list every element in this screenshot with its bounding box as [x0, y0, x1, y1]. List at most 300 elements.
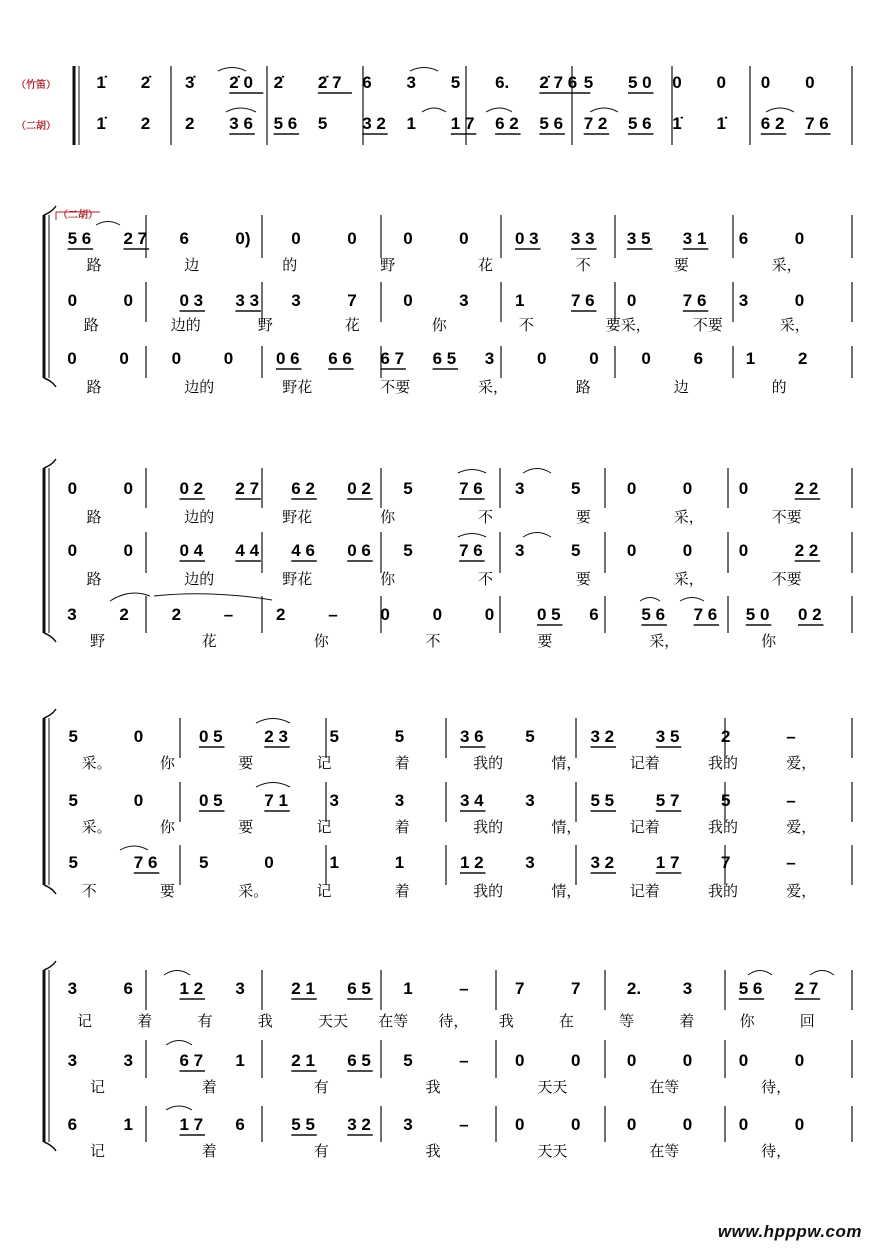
note-s3-v2-1: 0 [67, 541, 78, 560]
note-s1-v2-13: 5 6 [628, 114, 652, 133]
lyric-s5-v3-2: 着 [201, 1142, 217, 1160]
note-s4-v3-2: 7 6 [133, 853, 158, 872]
lyric-s5-v2-4: 我 [425, 1078, 441, 1096]
lyric-s3-v2-4: 你 [380, 570, 396, 588]
note-s5-v2-3: 6 7 [179, 1051, 204, 1070]
note-s4-v3-3: 5 [199, 853, 209, 872]
note-s5-v3-14: 0 [794, 1115, 805, 1134]
lyric-s5-v3-5: 天天 [537, 1142, 568, 1160]
lyric-s5-v2-7: 待， [761, 1078, 792, 1096]
lyric-s3-v1-5: 不 [478, 508, 494, 526]
lyric-s3-v2-1: 路 [86, 570, 102, 588]
lyric-s2-v2-6: 不 [518, 316, 534, 334]
note-s1-v2-8: 1 [406, 114, 416, 133]
note-s3-v3-4: – [223, 605, 234, 624]
lyric-s3-v2-6: 要 [575, 570, 591, 588]
note-s5-v3-11: 0 [626, 1115, 637, 1134]
notes-layer [67, 73, 830, 1160]
lyric-s2-v2-4: 花 [344, 316, 360, 334]
note-s1-v2-15: 1̇ [716, 114, 726, 133]
lyric-s3-v3-2: 花 [201, 632, 217, 650]
lyric-s4-v2-1: 采。 [81, 818, 112, 836]
note-s2-v2-9: 1 [515, 291, 525, 310]
note-s1-v1-15: 0 [716, 73, 726, 92]
note-s2-v2-5: 3 [291, 291, 301, 310]
lyric-s4-v2-6: 我的 [473, 818, 504, 836]
note-s1-v2-5: 5 6 [273, 114, 298, 133]
note-s3-v3-11: 6 [589, 605, 599, 624]
note-s5-v2-4: 1 [235, 1051, 245, 1070]
lyric-s2-v3-2: 边的 [184, 378, 215, 396]
note-s2-v3-9: 3 [484, 349, 495, 368]
lyric-s4-v2-9: 我的 [708, 818, 739, 836]
lyric-s4-v1-10: 爱， [786, 754, 817, 772]
note-s2-v2-1: 0 [67, 291, 78, 310]
lyric-s4-v1-4: 记 [316, 754, 332, 772]
note-s5-v3-8: – [459, 1115, 469, 1134]
lyric-s2-v3-3: 野花 [282, 378, 313, 396]
lyric-s4-v1-6: 我的 [473, 754, 504, 772]
note-s4-v3-12: – [786, 853, 796, 872]
note-s1-v2-4: 3 6 [229, 114, 253, 133]
note-s1-v2-6: 5 [317, 114, 328, 133]
lyric-s4-v3-8: 记着 [629, 882, 660, 900]
lyric-s2-v2-9: 采， [779, 316, 810, 334]
note-s2-v1-11: 3 5 [626, 229, 651, 248]
note-s1-v1-12: 5 [583, 73, 594, 92]
note-s4-v1-2: 0 [133, 727, 144, 746]
lyric-s2-v2-8: 不要 [692, 316, 723, 334]
lyric-s5-v1-7: 待， [438, 1012, 469, 1030]
note-s5-v1-2: 6 [123, 979, 133, 998]
lyric-s5-v1-5: 天天 [318, 1012, 349, 1030]
note-s2-v2-4: 3 3 [235, 291, 260, 310]
note-s4-v2-8: 3 [525, 791, 535, 810]
note-s4-v1-8: 5 [525, 727, 535, 746]
note-s4-v2-4: 7 1 [264, 791, 288, 810]
note-s2-v3-7: 6 7 [380, 349, 405, 368]
lyric-s4-v3-1: 不 [81, 882, 97, 900]
lyric-s5-v1-11: 着 [679, 1012, 695, 1030]
note-s3-v2-11: 0 [626, 541, 637, 560]
lyric-s5-v1-13: 回 [799, 1012, 815, 1030]
lyric-s3-v3-6: 采， [649, 632, 680, 650]
lyric-s5-v2-3: 有 [313, 1078, 329, 1096]
lyric-s4-v3-7: 情， [551, 882, 582, 900]
note-s2-v3-2: 0 [119, 349, 129, 368]
note-s3-v1-1: 0 [67, 479, 78, 498]
note-s5-v3-12: 0 [682, 1115, 693, 1134]
lyric-s2-v1-7: 要 [673, 256, 689, 274]
note-s2-v3-15: 2 [798, 349, 808, 368]
note-s5-v3-10: 0 [571, 1115, 581, 1134]
note-s2-v2-14: 0 [794, 291, 805, 310]
note-s4-v1-12: – [786, 727, 796, 746]
lyric-s3-v3-1: 野 [90, 632, 106, 650]
note-s1-v1-8: 3 [406, 73, 416, 92]
lyric-s4-v3-5: 着 [394, 882, 410, 900]
note-s4-v3-8: 3 [525, 853, 535, 872]
note-s3-v1-8: 7 6 [459, 479, 483, 498]
note-s3-v3-7: 0 [380, 605, 390, 624]
note-s4-v3-1: 5 [68, 853, 78, 872]
note-s2-v3-1: 0 [67, 349, 77, 368]
note-s5-v2-5: 2 1 [291, 1051, 315, 1070]
note-s3-v3-3: 2 [171, 605, 182, 624]
lyric-s4-v3-3: 采。 [238, 882, 269, 900]
note-s3-v1-9: 3 [515, 479, 525, 498]
part-label-dizi: （竹笛） [16, 80, 56, 91]
note-s5-v3-3: 1 7 [179, 1115, 204, 1134]
lyric-s3-v3-3: 你 [313, 632, 329, 650]
note-s2-v3-12: 0 [641, 349, 651, 368]
note-s3-v1-11: 0 [626, 479, 637, 498]
note-s1-v1-6: 2̇ 7 [317, 73, 342, 92]
lyric-s2-v3-6: 路 [575, 378, 591, 396]
note-s3-v1-6: 0 2 [347, 479, 371, 498]
lyric-s2-v2-5: 你 [431, 316, 447, 334]
lyric-s2-v2-3: 野 [257, 316, 273, 334]
note-s4-v2-12: – [786, 791, 796, 810]
lyric-s3-v1-3: 野花 [282, 508, 313, 526]
note-s4-v1-4: 2 3 [264, 727, 288, 746]
note-s5-v2-13: 0 [738, 1051, 749, 1070]
lyric-s2-v1-8: 采， [771, 256, 802, 274]
note-s2-v2-7: 0 [403, 291, 413, 310]
lyric-s5-v2-5: 天天 [537, 1078, 568, 1096]
note-s3-v1-5: 6 2 [291, 479, 315, 498]
note-s5-v1-6: 6 5 [347, 979, 371, 998]
note-s4-v1-9: 3 2 [590, 727, 615, 746]
note-s1-v1-17: 0 [805, 73, 815, 92]
lyric-s3-v2-7: 采， [673, 570, 704, 588]
lyric-s4-v1-9: 我的 [708, 754, 739, 772]
lyric-s4-v2-7: 情， [551, 818, 582, 836]
note-s3-v2-12: 0 [682, 541, 693, 560]
lyric-s4-v1-2: 你 [159, 754, 175, 772]
note-s4-v1-11: 2 [721, 727, 731, 746]
note-s2-v3-3: 0 [171, 349, 182, 368]
lyric-s2-v1-3: 的 [282, 256, 298, 274]
note-s3-v2-3: 0 4 [179, 541, 204, 560]
note-s1-v1-13: 5 0 [628, 73, 652, 92]
note-s5-v2-14: 0 [794, 1051, 805, 1070]
lyric-s5-v3-7: 待， [761, 1142, 792, 1160]
note-s1-v1-7: 6 [362, 73, 372, 92]
note-s5-v1-11: 2. [626, 979, 642, 998]
note-s3-v2-2: 0 [123, 541, 133, 560]
lyric-s3-v2-5: 不 [478, 570, 494, 588]
note-s1-v2-10: 6 2 [495, 114, 519, 133]
lyric-s5-v1-4: 我 [257, 1012, 273, 1030]
note-s2-v2-11: 0 [626, 291, 637, 310]
lyric-s3-v2-8: 不要 [771, 570, 802, 588]
note-s1-v2-9: 1 7 [450, 114, 475, 133]
note-s1-v2-17: 7 6 [805, 114, 829, 133]
note-s4-v3-4: 0 [264, 853, 274, 872]
lyric-s4-v2-5: 着 [394, 818, 410, 836]
note-s3-v3-12: 5 6 [641, 605, 666, 624]
lyric-s4-v3-10: 爱， [786, 882, 817, 900]
note-s4-v2-10: 5 7 [655, 791, 680, 810]
note-s5-v3-13: 0 [738, 1115, 749, 1134]
note-s4-v1-6: 5 [394, 727, 405, 746]
note-s3-v2-14: 2 2 [794, 541, 819, 560]
lyric-s3-v1-6: 要 [575, 508, 591, 526]
note-s3-v1-7: 5 [403, 479, 413, 498]
note-s1-v2-16: 6 2 [760, 114, 785, 133]
lyric-s2-v1-4: 野 [380, 256, 396, 274]
note-s3-v1-12: 0 [682, 479, 693, 498]
lyric-s4-v1-5: 着 [394, 754, 410, 772]
note-s4-v2-3: 0 5 [199, 791, 223, 810]
note-s4-v1-10: 3 5 [655, 727, 680, 746]
note-s4-v2-7: 3 4 [460, 791, 484, 810]
note-s4-v3-10: 1 7 [655, 853, 680, 872]
note-s1-v2-14: 1̇ [672, 114, 682, 133]
lyric-s2-v3-7: 边 [673, 378, 689, 396]
note-s4-v2-2: 0 [133, 791, 144, 810]
lyric-s5-v1-3: 有 [197, 1012, 213, 1030]
lyric-s2-v2-1: 路 [83, 316, 99, 334]
note-s2-v1-7: 0 [403, 229, 413, 248]
note-s2-v2-12: 7 6 [682, 291, 707, 310]
note-s2-v2-13: 3 [738, 291, 749, 310]
note-s4-v2-5: 3 [329, 791, 339, 810]
note-s5-v1-12: 3 [682, 979, 693, 998]
note-s1-v1-10: 6. [495, 73, 510, 92]
note-s4-v1-5: 5 [329, 727, 339, 746]
note-s2-v3-4: 0 [223, 349, 234, 368]
note-s5-v1-8: – [459, 979, 469, 998]
note-s5-v2-7: 5 [403, 1051, 413, 1070]
lyric-s2-v1-5: 花 [478, 256, 494, 274]
lyric-s3-v3-4: 不 [425, 632, 441, 650]
note-s2-v1-9: 0 3 [515, 229, 539, 248]
lyric-s2-v3-1: 路 [86, 378, 102, 396]
note-s2-v1-5: 0 [291, 229, 301, 248]
note-s1-v2-7: 3 2 [362, 114, 386, 133]
lyric-s5-v3-1: 记 [90, 1142, 106, 1160]
lyric-s4-v2-4: 记 [316, 818, 332, 836]
lyric-s5-v2-1: 记 [90, 1078, 106, 1096]
note-s5-v1-13: 5 6 [738, 979, 763, 998]
note-s5-v2-12: 0 [682, 1051, 693, 1070]
lyric-s3-v1-8: 不要 [771, 508, 802, 526]
note-s4-v3-9: 3 2 [590, 853, 615, 872]
lyric-s3-v1-1: 路 [86, 508, 102, 526]
note-s2-v3-6: 6 6 [328, 349, 352, 368]
lyric-s4-v3-9: 我的 [708, 882, 739, 900]
note-s3-v3-10: 0 5 [537, 605, 561, 624]
lyric-s3-v1-4: 你 [380, 508, 396, 526]
lyric-s2-v1-2: 边 [184, 256, 200, 274]
lyric-s5-v2-6: 在等 [649, 1078, 680, 1096]
lyric-s4-v1-1: 采。 [81, 754, 112, 772]
lyric-s3-v3-7: 你 [761, 632, 777, 650]
note-s5-v2-8: – [459, 1051, 469, 1070]
note-s5-v1-3: 1 2 [179, 979, 204, 998]
note-s5-v2-9: 0 [515, 1051, 525, 1070]
lyric-s2-v3-5: 采， [478, 378, 509, 396]
note-s3-v1-13: 0 [738, 479, 749, 498]
note-s2-v3-11: 0 [589, 349, 599, 368]
note-s5-v2-10: 0 [571, 1051, 581, 1070]
lyric-s5-v1-6: 在等 [378, 1012, 409, 1030]
lyric-s4-v1-7: 情， [551, 754, 582, 772]
note-s4-v2-9: 5 5 [590, 791, 615, 810]
note-s2-v1-3: 6 [179, 229, 189, 248]
note-s3-v2-4: 4 4 [235, 541, 260, 560]
note-s5-v2-6: 6 5 [347, 1051, 371, 1070]
note-s3-v3-15: 0 2 [798, 605, 822, 624]
lyric-s5-v2-2: 着 [201, 1078, 217, 1096]
lyric-s3-v1-7: 采， [673, 508, 704, 526]
note-s5-v2-1: 3 [67, 1051, 78, 1070]
note-s4-v2-11: 5 [721, 791, 731, 810]
lyric-s4-v1-8: 记着 [629, 754, 660, 772]
note-s2-v1-4: 0) [235, 229, 251, 248]
note-s3-v2-9: 3 [515, 541, 525, 560]
note-s3-v2-13: 0 [738, 541, 749, 560]
note-s4-v3-11: 7 [721, 853, 731, 872]
note-s3-v2-8: 7 6 [459, 541, 483, 560]
lyric-s5-v1-1: 记 [77, 1012, 93, 1030]
lyric-s5-v3-4: 我 [425, 1142, 441, 1160]
lyric-s5-v1-8: 我 [498, 1012, 514, 1030]
lyric-s5-v3-3: 有 [313, 1142, 329, 1160]
lyric-s3-v3-5: 要 [537, 632, 553, 650]
lyric-s4-v2-2: 你 [159, 818, 175, 836]
note-s2-v2-2: 0 [123, 291, 133, 310]
note-s3-v2-10: 5 [571, 541, 581, 560]
note-s1-v1-5: 2̇ [273, 73, 284, 92]
note-s5-v1-5: 2 1 [291, 979, 315, 998]
note-s2-v1-2: 2 7 [123, 229, 148, 248]
note-s1-v1-2: 2̇ [140, 73, 151, 92]
note-s2-v2-6: 7 [347, 291, 357, 310]
lyric-s2-v2-2: 边的 [170, 316, 201, 334]
note-s3-v2-6: 0 6 [347, 541, 371, 560]
note-s4-v3-5: 1 [329, 853, 339, 872]
note-s5-v3-2: 1 [123, 1115, 133, 1134]
lyric-s2-v2-7: 要采， [605, 316, 651, 334]
note-s5-v3-7: 3 [403, 1115, 413, 1134]
note-s3-v3-1: 3 [67, 605, 77, 624]
note-s5-v1-1: 3 [67, 979, 78, 998]
note-s2-v1-6: 0 [347, 229, 357, 248]
note-s1-v2-12: 7 2 [583, 114, 608, 133]
note-s2-v3-13: 6 [693, 349, 704, 368]
note-s1-v1-4: 2̇ 0 [229, 73, 253, 92]
note-s2-v1-14: 0 [794, 229, 805, 248]
note-s5-v1-10: 7 [571, 979, 581, 998]
note-s5-v1-14: 2 7 [794, 979, 819, 998]
note-s2-v1-10: 3 3 [571, 229, 595, 248]
lyric-s4-v2-10: 爱， [786, 818, 817, 836]
note-s5-v2-11: 0 [626, 1051, 637, 1070]
note-s2-v3-8: 6 5 [432, 349, 457, 368]
note-s4-v3-7: 1 2 [460, 853, 484, 872]
lyric-s2-v3-8: 的 [771, 378, 787, 396]
lyric-s5-v3-6: 在等 [649, 1142, 680, 1160]
watermark: www.hpppw.com [717, 1222, 862, 1241]
note-s1-v2-2: 2 [140, 114, 151, 133]
lyric-s5-v1-2: 着 [137, 1012, 153, 1030]
note-s2-v2-8: 3 [459, 291, 469, 310]
part-label-erhu-inline: （二胡） [58, 210, 98, 221]
lyric-s5-v1-12: 你 [739, 1012, 755, 1030]
note-s3-v3-9: 0 [484, 605, 495, 624]
note-s5-v3-4: 6 [235, 1115, 245, 1134]
note-s3-v3-5: 2 [276, 605, 286, 624]
note-s2-v1-1: 5 6 [67, 229, 92, 248]
note-s2-v1-13: 6 [738, 229, 749, 248]
note-s5-v3-1: 6 [67, 1115, 78, 1134]
part-label-erhu: （二胡） [16, 121, 56, 132]
note-s1-v2-1: 1̇ [96, 114, 106, 133]
note-s3-v2-7: 5 [403, 541, 413, 560]
note-s1-v1-1: 1̇ [96, 73, 106, 92]
note-s3-v3-8: 0 [432, 605, 443, 624]
note-s2-v2-10: 7 6 [571, 291, 595, 310]
note-s1-v1-11: 2̇ 7 6 [539, 73, 578, 92]
note-s2-v3-5: 0 6 [276, 349, 300, 368]
note-s3-v1-3: 0 2 [179, 479, 204, 498]
lyric-s3-v2-3: 野花 [282, 570, 313, 588]
note-s4-v2-1: 5 [68, 791, 78, 810]
note-s1-v1-14: 0 [672, 73, 682, 92]
lyric-s2-v3-4: 不要 [380, 378, 411, 396]
note-s5-v2-2: 3 [123, 1051, 133, 1070]
note-s5-v3-9: 0 [515, 1115, 525, 1134]
lyric-s4-v3-4: 记 [316, 882, 332, 900]
note-s1-v1-16: 0 [760, 73, 771, 92]
lyric-s2-v1-1: 路 [86, 256, 102, 274]
note-s3-v1-2: 0 [123, 479, 133, 498]
note-s4-v1-1: 5 [68, 727, 78, 746]
note-s4-v3-6: 1 [394, 853, 405, 872]
note-s2-v3-14: 1 [745, 349, 756, 368]
lyric-s4-v3-6: 我的 [473, 882, 504, 900]
note-s1-v1-3: 3̇ [185, 73, 195, 92]
note-s3-v1-4: 2 7 [235, 479, 260, 498]
lyric-s4-v2-8: 记着 [629, 818, 660, 836]
note-s5-v3-5: 5 5 [291, 1115, 315, 1134]
note-s1-v2-3: 2 [185, 114, 195, 133]
note-s3-v3-2: 2 [119, 605, 129, 624]
note-s2-v1-12: 3 1 [682, 229, 707, 248]
lyric-s3-v2-2: 边的 [184, 570, 215, 588]
note-s3-v3-6: – [328, 605, 338, 624]
lyric-s4-v2-3: 要 [238, 818, 254, 836]
lyric-s5-v1-10: 等 [619, 1012, 635, 1030]
note-s1-v1-9: 5 [450, 73, 461, 92]
lyric-s4-v3-2: 要 [159, 882, 175, 900]
note-s3-v2-5: 4 6 [291, 541, 315, 560]
note-s3-v1-10: 5 [571, 479, 581, 498]
lyric-s3-v1-2: 边的 [184, 508, 215, 526]
note-s5-v1-9: 7 [515, 979, 525, 998]
lyric-s2-v1-6: 不 [575, 256, 591, 274]
note-s5-v1-7: 1 [403, 979, 413, 998]
note-s2-v2-3: 0 3 [179, 291, 204, 310]
lyric-s4-v1-3: 要 [238, 754, 254, 772]
note-s3-v3-14: 5 0 [745, 605, 770, 624]
note-s4-v2-6: 3 [394, 791, 405, 810]
note-s2-v1-8: 0 [459, 229, 469, 248]
note-s1-v2-11: 5 6 [539, 114, 564, 133]
